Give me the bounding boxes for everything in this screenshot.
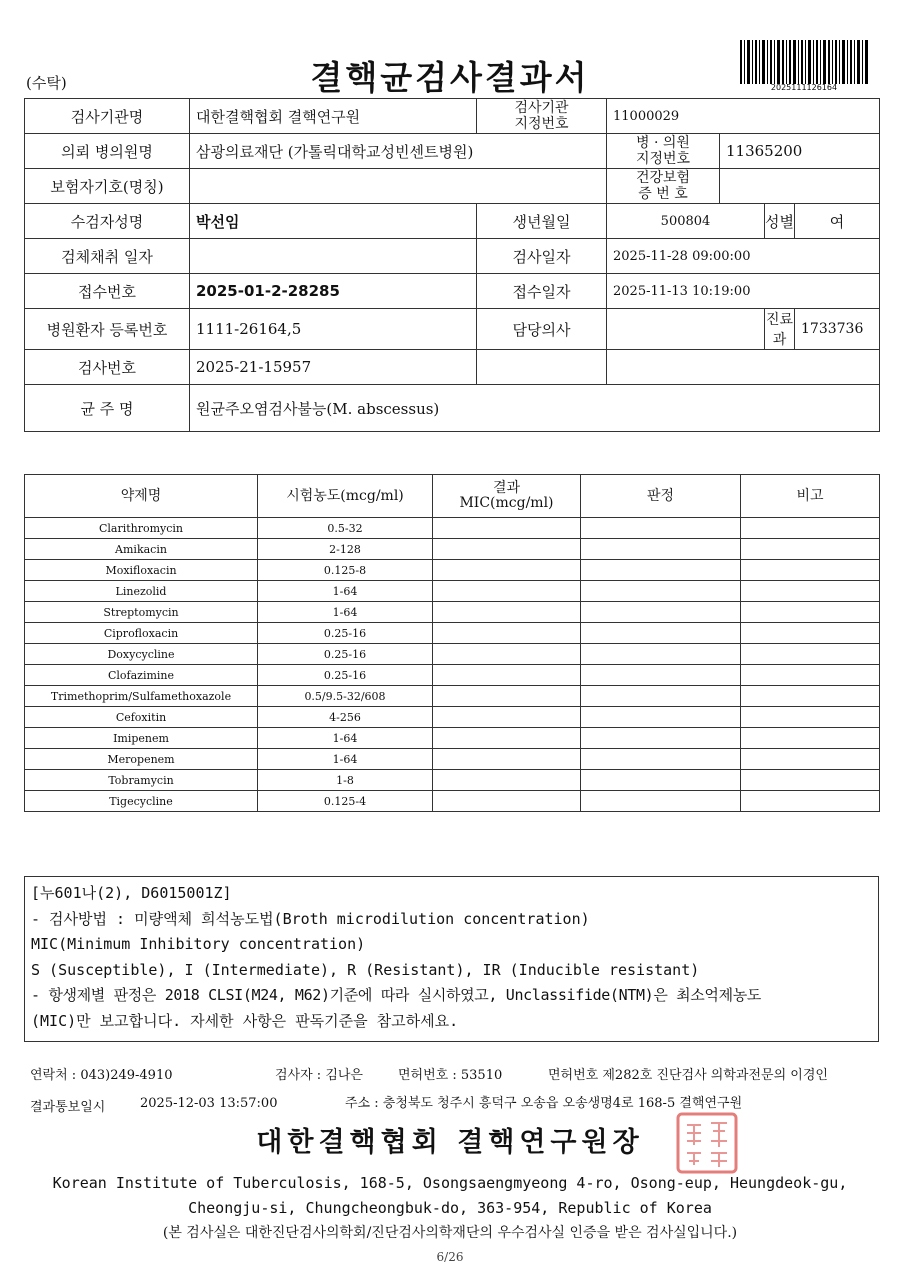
drug-row [25, 686, 880, 707]
collect-label: 검체채취 일자 [25, 239, 190, 274]
specialist: 면허번호 제282호 진단검사 의학과전문의 이경인 [548, 1068, 828, 1083]
patient-name: 박선임 [190, 204, 477, 239]
barcode-number: 2025111126164 [770, 83, 838, 92]
test-range: 4-256 [258, 707, 433, 728]
mic-result [433, 665, 581, 686]
drug-row [25, 623, 880, 644]
judgement [581, 791, 741, 812]
page-number: 6/26 [436, 1250, 464, 1264]
mic-result [433, 560, 581, 581]
test-date-value: 2025-11-28 09:00:00 [607, 239, 880, 274]
receipt-date-label: 접수일자 [477, 274, 607, 309]
patient-info-table [24, 98, 880, 432]
lab-name-label: 검사기관명 [25, 99, 190, 134]
judgement [581, 770, 741, 791]
judgement [581, 518, 741, 539]
address: 주소 : 충청북도 청주시 흥덕구 오송읍 오송생명4로 168-5 결핵연구원 [345, 1096, 743, 1111]
drug-name: Meropenem [25, 749, 258, 770]
judgement [581, 707, 741, 728]
license: 면허번호 : 53510 [398, 1068, 503, 1083]
dob-label: 생년월일 [477, 204, 607, 239]
hospital-label: 의뢰 병의원명 [25, 134, 190, 169]
english-address-2: Cheongju-si, Chungcheongbuk-do, 363-954, Republic of Korea [188, 1199, 712, 1217]
remarks [741, 539, 880, 560]
judgement [581, 539, 741, 560]
test-no-label: 검사번호 [25, 350, 190, 385]
note-line: (MIC)만 보고합니다. 자세한 사항은 판독기준을 참고하세요. [31, 1011, 459, 1030]
mic-result [433, 791, 581, 812]
judgement [581, 665, 741, 686]
test-date-label: 검사일자 [477, 239, 607, 274]
judgement [581, 728, 741, 749]
judgement [581, 686, 741, 707]
barcode [740, 40, 868, 84]
hospital-code-label: 병 · 의원 지정번호 [607, 134, 720, 169]
health-ins-value [720, 169, 880, 204]
col-result: 결과 MIC(mcg/ml) [433, 475, 581, 518]
drug-name: Tigecycline [25, 791, 258, 812]
official-seal-icon [675, 1111, 739, 1175]
drug-row [25, 707, 880, 728]
test-range: 0.25-16 [258, 665, 433, 686]
mic-result [433, 707, 581, 728]
drug-name: Clarithromycin [25, 518, 258, 539]
mic-result [433, 518, 581, 539]
test-range: 1-64 [258, 749, 433, 770]
report-time: 2025-12-03 13:57:00 [140, 1096, 278, 1111]
contact: 연락처 : 043)249-4910 [30, 1068, 173, 1083]
remarks [741, 644, 880, 665]
remarks [741, 581, 880, 602]
test-range: 0.125-8 [258, 560, 433, 581]
blank-cell [607, 350, 880, 385]
organism-label: 균 주 명 [25, 385, 190, 432]
drug-row [25, 791, 880, 812]
tester: 검사자 : 김나은 [275, 1068, 363, 1083]
col-drug: 약제명 [25, 475, 258, 518]
mic-result [433, 686, 581, 707]
reg-no-label: 병원환자 등록번호 [25, 309, 190, 350]
drug-name: Doxycycline [25, 644, 258, 665]
blank-cell [477, 350, 607, 385]
test-range: 1-64 [258, 581, 433, 602]
drug-row [25, 560, 880, 581]
drug-row [25, 602, 880, 623]
col-judgement: 판정 [581, 475, 741, 518]
drug-row [25, 728, 880, 749]
test-range: 0.25-16 [258, 623, 433, 644]
note-line: - 항생제별 판정은 2018 CLSI(M24, M62)기준에 따라 실시하였고, Unclassifide(NTM)은 최소억제농도 [31, 986, 761, 1004]
document-title: 결핵균검사결과서 [310, 58, 590, 97]
organization-name: 대한결핵협회 결핵연구원장 [256, 1127, 644, 1158]
mic-result [433, 539, 581, 560]
patient-label: 수검자성명 [25, 204, 190, 239]
receipt-no-label: 접수번호 [25, 274, 190, 309]
remarks [741, 770, 880, 791]
judgement [581, 560, 741, 581]
drug-name: Clofazimine [25, 665, 258, 686]
certification-note: (본 검사실은 대한진단검사의학회/진단검사의학재단의 우수검사실 인증을 받은 검사실입니다.) [162, 1225, 738, 1241]
remarks [741, 749, 880, 770]
insurer-value [190, 169, 607, 204]
drug-row [25, 518, 880, 539]
note-line: - 검사방법 : 미량액체 희석농도법(Broth microdilution concentration) [31, 909, 590, 928]
remarks [741, 707, 880, 728]
hospital-name: 삼광의료재단 (가톨릭대학교성빈센트병원) [190, 134, 607, 169]
test-no-value: 2025-21-15957 [190, 350, 477, 385]
judgement [581, 581, 741, 602]
test-range: 1-64 [258, 602, 433, 623]
dept-label: 진료과 [765, 309, 795, 350]
drug-row [25, 749, 880, 770]
hospital-code: 11365200 [720, 134, 880, 169]
drug-name: Cefoxitin [25, 707, 258, 728]
drug-row [25, 539, 880, 560]
note-line: [누601나(2), D6015001Z] [31, 884, 232, 902]
susceptibility-table [24, 474, 880, 812]
test-range: 2-128 [258, 539, 433, 560]
test-range: 0.5-32 [258, 518, 433, 539]
remarks [741, 791, 880, 812]
judgement [581, 749, 741, 770]
receipt-date-value: 2025-11-13 10:19:00 [607, 274, 880, 309]
judgement [581, 644, 741, 665]
mic-result [433, 602, 581, 623]
lab-code-label: 검사기관 지정번호 [477, 99, 607, 134]
mic-result [433, 728, 581, 749]
col-range: 시험농도(mcg/ml) [258, 475, 433, 518]
collect-value [190, 239, 477, 274]
drug-row [25, 581, 880, 602]
drug-name: Amikacin [25, 539, 258, 560]
drug-row [25, 770, 880, 791]
drug-row [25, 665, 880, 686]
doctor-value [607, 309, 765, 350]
health-ins-label: 건강보험 증 번 호 [607, 169, 720, 204]
test-range: 1-8 [258, 770, 433, 791]
receipt-no-value: 2025-01-2-28285 [190, 274, 477, 309]
judgement [581, 602, 741, 623]
test-range: 0.125-4 [258, 791, 433, 812]
english-address-1: Korean Institute of Tuberculosis, 168-5, Osongsaengmyeong 4-ro, Osong-eup, Heungdeok-gu, [52, 1174, 848, 1192]
drug-name: Ciprofloxacin [25, 623, 258, 644]
copy-tag: (수탁) [26, 74, 67, 92]
drug-name: Streptomycin [25, 602, 258, 623]
judgement [581, 623, 741, 644]
mic-result [433, 581, 581, 602]
method-notes [24, 876, 879, 1042]
drug-name: Moxifloxacin [25, 560, 258, 581]
insurer-label: 보험자기호(명칭) [25, 169, 190, 204]
remarks [741, 602, 880, 623]
drug-row [25, 644, 880, 665]
drug-name: Tobramycin [25, 770, 258, 791]
drug-name: Linezolid [25, 581, 258, 602]
test-range: 0.5/9.5-32/608 [258, 686, 433, 707]
remarks [741, 686, 880, 707]
test-range: 0.25-16 [258, 644, 433, 665]
mic-result [433, 644, 581, 665]
remarks [741, 623, 880, 644]
test-range: 1-64 [258, 728, 433, 749]
drug-name: Trimethoprim/Sulfamethoxazole [25, 686, 258, 707]
remarks [741, 560, 880, 581]
sex-label: 성별 [765, 204, 795, 239]
organism-value: 원균주오염검사불능(M. abscessus) [190, 385, 880, 432]
sex-value: 여 [795, 204, 880, 239]
remarks [741, 518, 880, 539]
reg-no-value: 1111-26164,5 [190, 309, 477, 350]
drug-name: Imipenem [25, 728, 258, 749]
note-line: S (Susceptible), I (Intermediate), R (Resistant), IR (Inducible resistant) [31, 960, 700, 979]
doctor-label: 담당의사 [477, 309, 607, 350]
note-line: MIC(Minimum Inhibitory concentration) [31, 935, 366, 953]
lab-code: 11000029 [607, 99, 880, 134]
remarks [741, 665, 880, 686]
mic-result [433, 749, 581, 770]
dob-value: 500804 [607, 204, 765, 239]
mic-result [433, 623, 581, 644]
dept-value: 1733736 [795, 309, 880, 350]
mic-result [433, 770, 581, 791]
remarks [741, 728, 880, 749]
lab-name: 대한결핵협회 결핵연구원 [190, 99, 477, 134]
report-label: 결과통보일시 [30, 1100, 106, 1115]
col-remarks: 비고 [741, 475, 880, 518]
